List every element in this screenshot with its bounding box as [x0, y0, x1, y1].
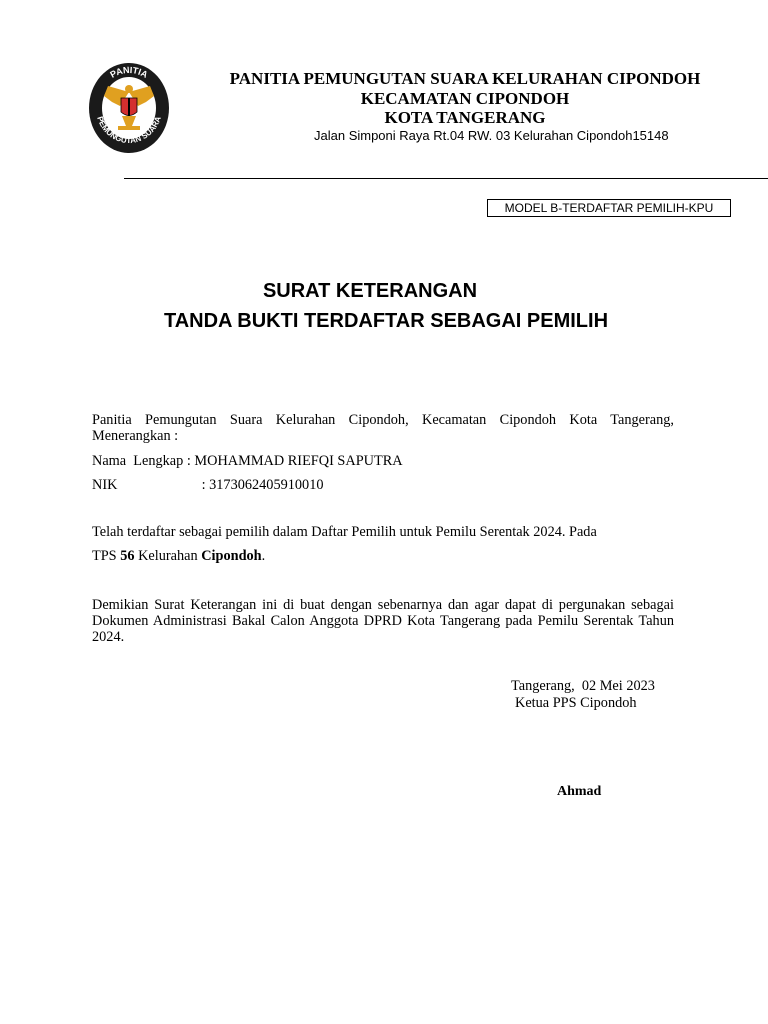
- tps-kelurahan: Cipondoh: [201, 548, 262, 564]
- letterhead-line-2: KECAMATAN CIPONDOH: [360, 89, 570, 108]
- name-value: : MOHAMMAD RIEFQI SAPUTRA: [186, 453, 403, 469]
- tps-prefix: TPS: [92, 548, 121, 564]
- logo-ring-top-text: PANITIA: [108, 64, 150, 80]
- nik-label: NIK: [92, 477, 118, 493]
- closing-paragraph: Demikian Surat Keterangan ini di buat dengan sebenarnya dan agar dapat di pergunakan sebagai Dokumen Administrasi Bakal Calon Anggota DPRD Kota Tangerang pada Pemilu Serentak Tahun 2024.: [92, 597, 674, 645]
- nik-row: [92, 477, 324, 494]
- letterhead-line-3: KOTA TANGERANG: [384, 108, 546, 127]
- name-row: [92, 453, 403, 470]
- tps-line: [92, 548, 674, 564]
- document-subtitle: TANDA BUKTI TERDAFTAR SEBAGAI PEMILIH: [163, 310, 609, 332]
- signature-role: Ketua PPS Cipondoh: [515, 695, 637, 711]
- document-title: SURAT KETERANGAN: [262, 280, 478, 302]
- signature-name: Ahmad: [557, 784, 602, 799]
- nik-value: : 3173062405910010: [201, 477, 324, 493]
- letterhead-address: Jalan Simponi Raya Rt.04 RW. 03 Kelurahan Cipondoh15148: [314, 128, 669, 143]
- tps-suffix: .: [261, 548, 266, 564]
- letterhead-divider: [124, 178, 768, 179]
- letterhead-line-1: PANITIA PEMUNGUTAN SUARA KELURAHAN CIPONDOH: [229, 69, 701, 88]
- intro-paragraph: Panitia Pemungutan Suara Kelurahan Cipondoh, Kecamatan Cipondoh Kota Tangerang, Menerangkan :: [92, 412, 674, 444]
- signature-place-date: Tangerang, 02 Mei 2023: [511, 678, 655, 694]
- model-label-box: MODEL B-TERDAFTAR PEMILIH-KPU: [487, 199, 731, 217]
- tps-number: 56: [120, 548, 135, 564]
- name-label: Nama Lengkap: [92, 453, 184, 469]
- tps-middle: Kelurahan: [134, 548, 202, 564]
- logo-ring-bottom-text: PEMUNGUTAN SUARA: [95, 115, 163, 146]
- registration-paragraph: Telah terdaftar sebagai pemilih dalam Daftar Pemilih untuk Pemilu Serentak 2024. Pada: [92, 524, 597, 540]
